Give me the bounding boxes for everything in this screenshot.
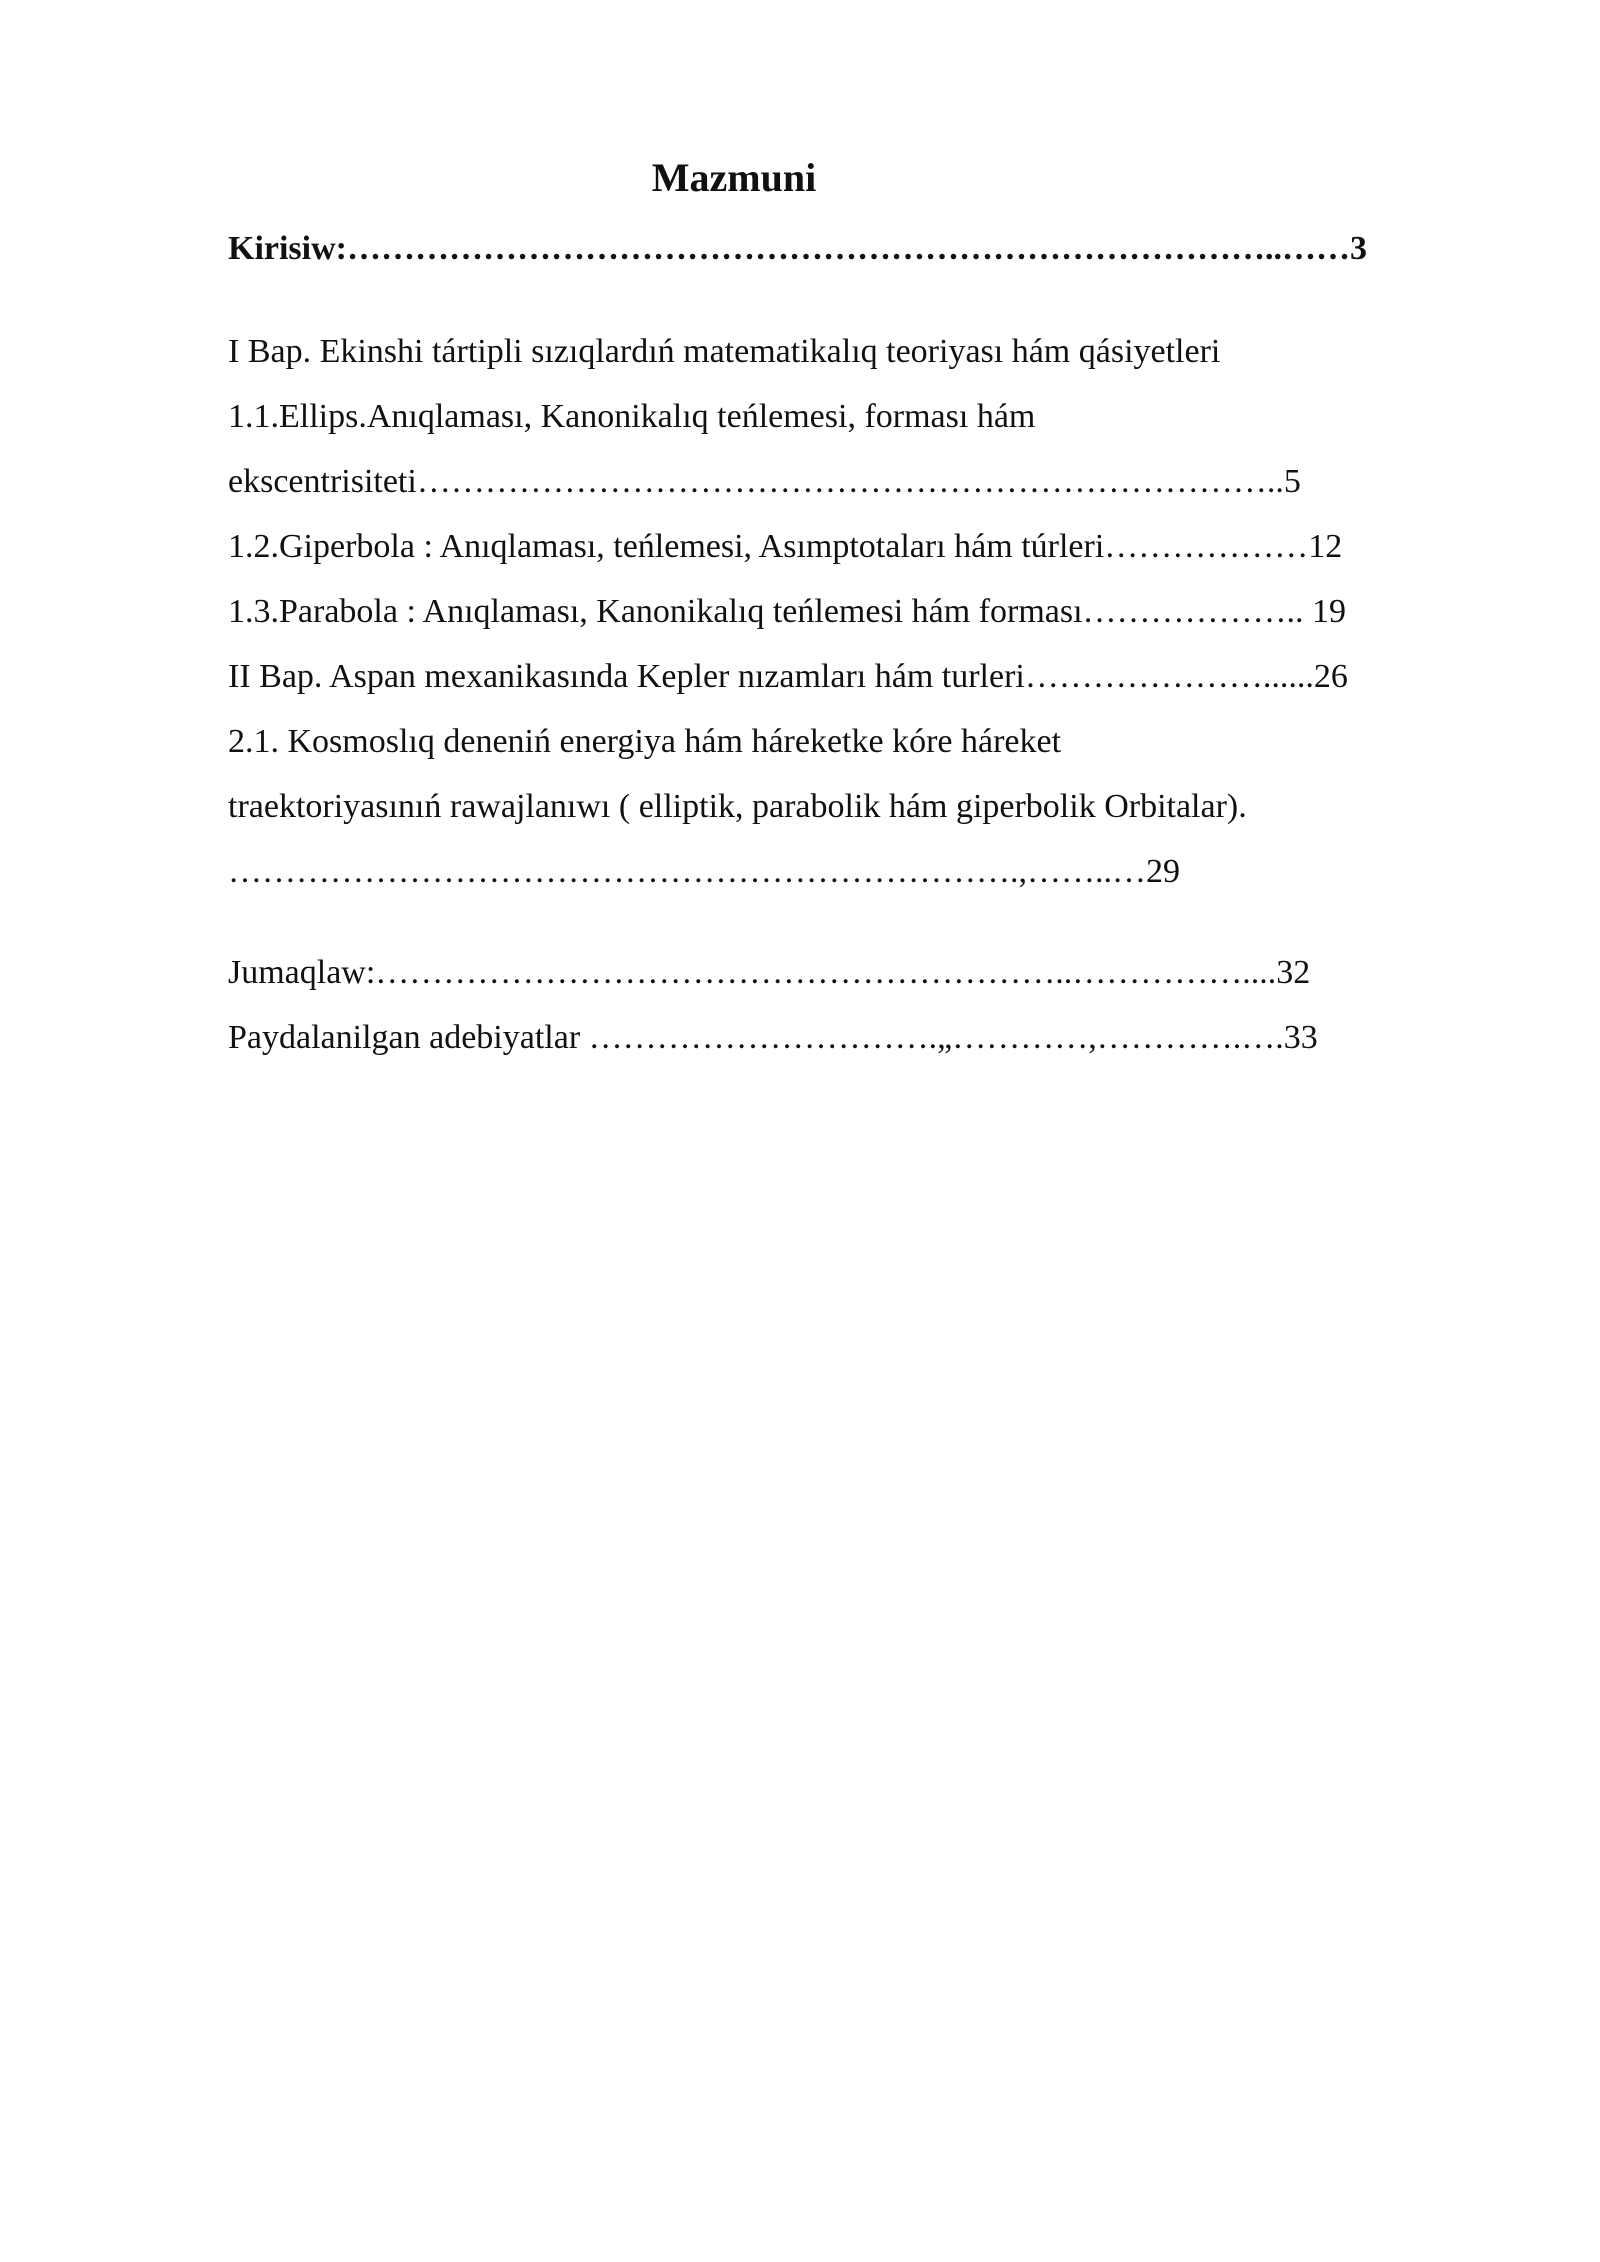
- toc-entry-chapter-1: I Bap. Ekinshi tártipli sızıqlardıń matematikalıq teoriyası hám qásiyetleri: [228, 333, 1221, 370]
- toc-entry-1-2: 1.2.Giperbola : Anıqlaması, teńlemesi, Asımptotaları hám túrleri………………12: [228, 528, 1343, 565]
- toc-entry-introduction: Kirisiw:………………………………………………………………………..……3: [228, 230, 1367, 267]
- toc-entry-chapter-2: II Bap. Aspan mexanikasında Kepler nızamları hám turleri…………………......26: [228, 658, 1348, 695]
- toc-entry-conclusion: Jumaqlaw:……………………………………………………..……………....32: [228, 954, 1311, 991]
- toc-title: Mazmuni: [651, 155, 817, 200]
- toc-entry-2-1: 2.1. Kosmoslıq deneniń energiya hám háreketke kóre háreket: [228, 723, 1062, 760]
- toc-entry-2-1-continued: traektoriyasınıń rawajlanıwı ( elliptik, parabolik hám giperbolik Orbitalar).: [228, 788, 1247, 825]
- toc-entry-1-1-continued: ekscentrisiteti…………………………………………………………………..5: [228, 463, 1301, 500]
- toc-entry-references: Paydalanilgan adebiyatlar ………………………….„…………,………….….33: [228, 1019, 1318, 1056]
- toc-entry-2-1-page: …………………………………………………………….,……..…29: [228, 853, 1180, 890]
- toc-entry-1-1: 1.1.Ellips.Anıqlaması, Kanonikalıq teńlemesi, forması hám: [228, 398, 1036, 435]
- toc-entry-1-3: 1.3.Parabola : Anıqlaması, Kanonikalıq teńlemesi hám forması……………….. 19: [228, 593, 1347, 630]
